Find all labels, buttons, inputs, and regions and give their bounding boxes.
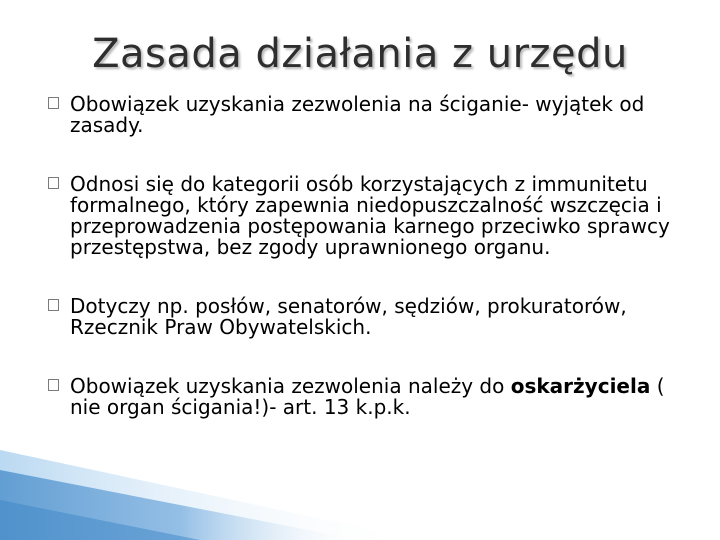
bullet-item (48, 174, 688, 258)
decorative-swoosh (0, 450, 420, 540)
bullet-text: Odnosi się do kategorii osób korzystających z immunitetu formalnego, który zapewnia niedopuszczalność wszczęcia i przeprowadzenia postępowania karnego przeciwko sprawcy przestępstwa, bez zgody uprawnionego organu. (70, 172, 670, 259)
square-bullet-icon (48, 97, 59, 109)
bullet-item (48, 376, 688, 418)
bullet-text: Obowiązek uzyskania zezwolenia na ściganie- wyjątek od zasady. (70, 92, 645, 137)
bullet-text: Dotyczy np. posłów, senatorów, sędziów, prokuratorów, Rzecznik Praw Obywatelskich. (70, 294, 627, 339)
bullet-text-after: ( nie organ ścigania!)- art. 13 k.p.k. (70, 374, 665, 419)
slide-title: Zasada działania z urzędu (92, 31, 628, 77)
bullet-bold-text: oskarżyciela (510, 374, 651, 398)
bullet-item (48, 296, 688, 338)
square-bullet-icon (48, 299, 59, 311)
square-bullet-icon (48, 177, 59, 189)
bullet-list (48, 94, 688, 418)
bullet-item (48, 94, 688, 136)
bullet-text-before: Obowiązek uzyskania zezwolenia należy do (70, 374, 511, 398)
square-bullet-icon (48, 379, 59, 391)
